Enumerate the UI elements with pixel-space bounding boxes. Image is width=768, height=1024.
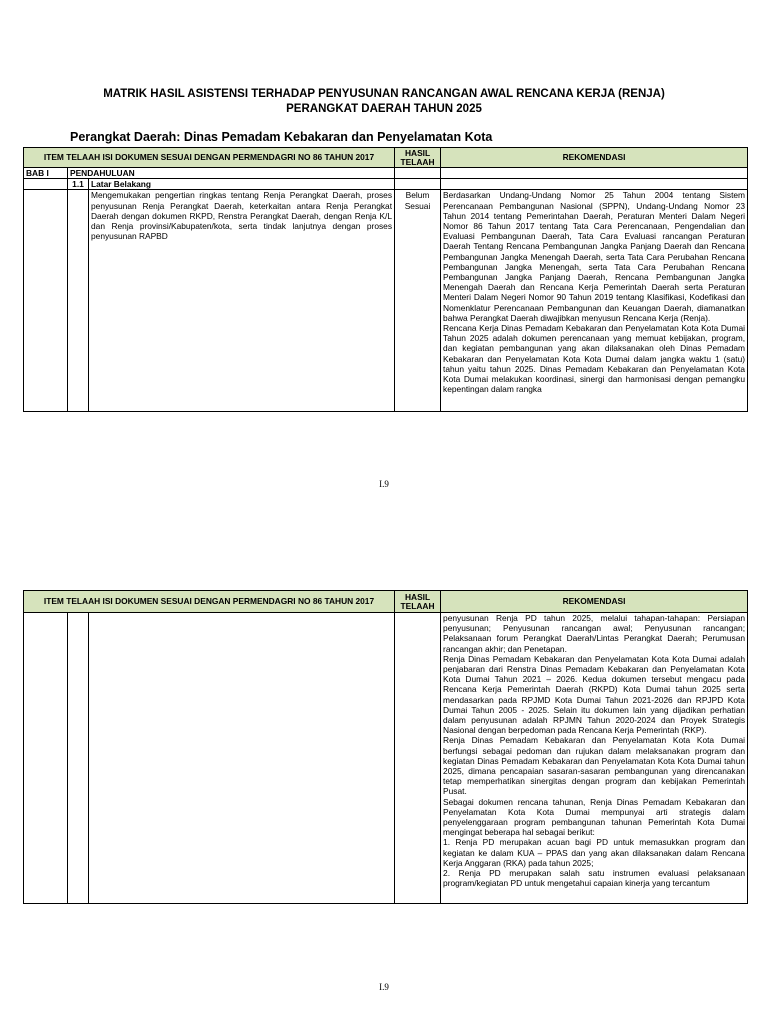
item-description: Mengemukakan pengertian ringkas tentang Renja Perangkat Daerah, proses penyusunan Renja Perangkat Daerah, keterkaitan antara Renja Perangkat Daerah dengan dokumen RKPD, Renstra Perangkat Daerah, dengan Renja K/L dan Renja provinsi/Kabupaten/kota, serta tindak lanjutnya dengan proses penyusunan RAPBD xyxy=(89,190,395,412)
document-title-line2: PERANGKAT DAERAH TAHUN 2025 xyxy=(286,103,482,115)
rekomendasi-cell xyxy=(441,190,748,412)
page-number: I.9 xyxy=(379,479,389,489)
table-header-row xyxy=(24,148,748,168)
table-row xyxy=(24,613,748,904)
empty-cell xyxy=(24,190,68,412)
rekomendasi-paragraph: Rencana Kerja Dinas Pemadam Kebakaran dan Penyelamatan Kota Kota Dumai Tahun 2025 adalah dokumen perencanaan yang memuat kebijakan, program, dan kegiatan pembangunan yang akan dilaksanakan oleh Dinas Pemadam Kebakaran dan Penyelamatan Kota Kota Dumai dalam jangka waktu 1 (satu) tahun yaitu tahun 2025. Dinas Pemadam Kebakaran dan Penyelamatan Kota Kota Dumai melakukan koordinasi, sinergi dan harmonisasi dengan pemangku kepentingan dalam rangka xyxy=(443,323,746,395)
subsection-number: 1.1 xyxy=(68,179,89,190)
rekomendasi-cell xyxy=(441,613,748,904)
hasil-telaah: Belum Sesuai xyxy=(395,190,441,412)
empty-cell xyxy=(441,179,748,190)
rekomendasi-paragraph: 2. Renja PD merupakan salah satu instrumen evaluasi pelaksanaan program/kegiatan PD untuk mengetahui capaian kinerja yang tercantum xyxy=(443,868,746,889)
rekomendasi-paragraph: Sebagai dokumen rencana tahunan, Renja Dinas Pemadam Kebakaran dan Penyelamatan Kota Kota Dumai mempunyai arti strategis dalam penyelenggaraan program pembangunan tahunan Pemerintah Kota Dumai mengingat beberapa hal sebagai berikut: xyxy=(443,796,746,838)
empty-cell xyxy=(89,613,395,904)
empty-cell xyxy=(441,168,748,179)
rekomendasi-paragraph: Berdasarkan Undang-Undang Nomor 25 Tahun 2004 tentang Sistem Perencanaan Pembangunan Nasional (SPPN), Undang-Undang Nomor 23 Tahun 2014 tentang Pemerintahan Daerah, Peraturan Menteri Dalam Negeri Nomor 86 Tahun 2017 tentang Tata Cara Perencanaan, Pengendalian dan Evaluasi Pembangunan Daerah, Tata Cara Evaluasi rancangan Peraturan Daerah Tentang Rencana Pembangunan Jangka Panjang Daerah dan Rencana Pembangunan Jangka Menengah Daerah, serta Tata Cara Perubahan Rencana Pembangunan Jangka Menengah, serta Tata Cara Perubahan Rencana Pembangunan Jangka Panjang Daerah, Rencana Pembangunan Jangka Menengah Daerah dan Rencana Kerja Pemerintah Daerah serta Peraturan Menteri Dalam Negeri Nomor 90 Tahun 2019 tentang Klasifikasi, Kodefikasi dan Nomenklatur Perencanaan Pembangunan dan Keuangan Daerah, diamanatkan bahwa Perangkat Daerah diwajibkan menyusun Rencana Kerja (Renja). xyxy=(443,190,746,323)
document-subtitle: Perangkat Daerah: Dinas Pemadam Kebakaran dan Penyelamatan Kota xyxy=(70,130,493,144)
rekomendasi-paragraph: 1. Renja PD merupakan acuan bagi PD untuk memasukkan program dan kegiatan ke dalam KUA – PPAS dan yang akan dilaksanakan dalam Rencana Kerja Anggaran (RKA) pada tahun 2025; xyxy=(443,837,746,868)
empty-cell xyxy=(68,613,89,904)
header-item: ITEM TELAAH ISI DOKUMEN SESUAI DENGAN PERMENDAGRI NO 86 TAHUN 2017 xyxy=(24,591,395,613)
empty-cell xyxy=(24,613,68,904)
empty-cell xyxy=(24,179,68,190)
rekomendasi-paragraph: Renja Dinas Pemadam Kebakaran dan Penyelamatan Kota Kota Dumai adalah penjabaran dari Renstra Dinas Pemadam Kebakaran dan Penyelamatan Kota Kota Dumai Tahun 2021 – 2026. Kedua dokumen tersebut mengacu pada Rencana Kerja Pemerintah Daerah (RKPD) Kota Dumai tahun 2025 serta mendasarkan pada RPJMD Kota Dumai Tahun 2021-2026 dan RPJPD Kota Dumai Tahun 2005 - 2025. Selain itu dokumen lain yang dijadikan perhatian dalam penyusunan adalah RPJMN Tahun 2020-2024 dan Proyek Strategis Nasional dengan berpedoman pada Rencana Kerja Pemerintah (RKP). xyxy=(443,653,746,736)
table-row xyxy=(24,168,748,179)
header-item: ITEM TELAAH ISI DOKUMEN SESUAI DENGAN PERMENDAGRI NO 86 TAHUN 2017 xyxy=(24,148,395,168)
header-rekomendasi: REKOMENDASI xyxy=(441,148,748,168)
header-rekomendasi: REKOMENDASI xyxy=(441,591,748,613)
bab-number: BAB I xyxy=(24,168,68,179)
page-number: I.9 xyxy=(379,982,389,992)
empty-cell xyxy=(68,190,89,412)
header-hasil: HASIL TELAAH xyxy=(395,591,441,613)
table-header-row xyxy=(24,591,748,613)
assessment-matrix-page1 xyxy=(23,147,748,412)
empty-cell xyxy=(395,179,441,190)
rekomendasi-paragraph: penyusunan Renja PD tahun 2025, melalui tahapan-tahapan: Persiapan penyusunan; Penyusunan rancangan awal; Penyusunan rancangan; Pelaksanaan forum Perangkat Daerah/Lintas Perangkat Daerah; Perumusan rancangan akhir; dan Penetapan. xyxy=(443,613,746,654)
bab-title: PENDAHULUAN xyxy=(68,168,395,179)
document-title-line1: MATRIK HASIL ASISTENSI TERHADAP PENYUSUNAN RANCANGAN AWAL RENCANA KERJA (RENJA) xyxy=(103,88,665,100)
subsection-title: Latar Belakang xyxy=(89,179,395,190)
empty-cell xyxy=(395,613,441,904)
table-row xyxy=(24,179,748,190)
empty-cell xyxy=(395,168,441,179)
assessment-matrix-page2 xyxy=(23,590,748,904)
table-row xyxy=(24,190,748,412)
header-hasil: HASIL TELAAH xyxy=(395,148,441,168)
rekomendasi-paragraph: Renja Dinas Pemadam Kebakaran dan Penyelamatan Kota Kota Dumai berfungsi sebagai pedoman dan rujukan dalam melaksanakan program dan kegiatan Dinas Pemadam Kebakaran dan Penyelamatan Kota Kota Dumai tahun 2025, dimana pencapaian sasaran-sasaran pembangunan yang direncanakan tetap memperhatikan sinergitas dengan program dan kebijakan Pemerintah Pusat. xyxy=(443,735,746,797)
